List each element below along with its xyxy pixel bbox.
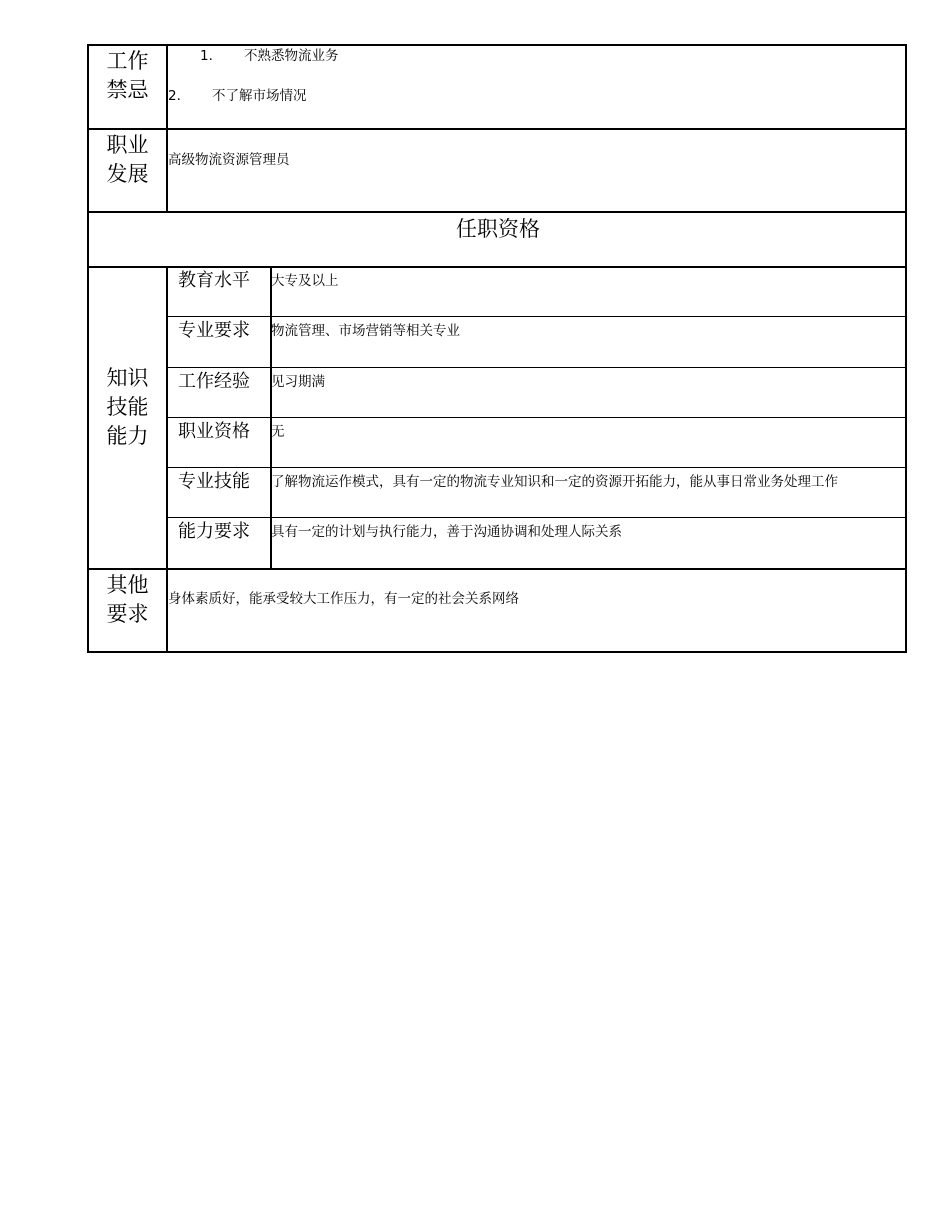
other-label-line2: 要求	[106, 602, 149, 626]
education-value: 大专及以上	[271, 273, 339, 289]
taboo-label-line1: 工作	[106, 49, 149, 73]
subrow-divider	[167, 316, 906, 317]
qualification-title: 任职资格	[456, 217, 540, 241]
row-divider-title	[87, 266, 907, 268]
row-divider-taboo	[87, 128, 907, 130]
education-label: 教育水平	[178, 270, 250, 291]
certification-label: 职业资格	[178, 421, 250, 442]
taboo-item	[200, 47, 339, 65]
taboo-item-number: 2.	[168, 88, 181, 104]
table-border-bottom	[87, 651, 907, 653]
career-label	[89, 131, 166, 189]
experience-label: 工作经验	[178, 371, 250, 392]
taboo-item-text: 不熟悉物流业务	[244, 48, 339, 64]
career-value: 高级物流资源管理员	[168, 152, 290, 168]
table-border-top	[87, 44, 907, 46]
subrow-divider	[167, 417, 906, 418]
taboo-label	[89, 47, 166, 105]
taboo-item-number: 1.	[200, 48, 213, 64]
knowledge-label	[89, 364, 166, 451]
major-label: 专业要求	[178, 320, 250, 341]
ability-label: 能力要求	[178, 521, 250, 542]
other-value: 身体素质好，能承受较大工作压力，有一定的社会关系网络	[168, 591, 519, 607]
career-label-line1: 职业	[106, 133, 149, 157]
table-border-right	[905, 44, 907, 653]
row-divider-career	[87, 211, 907, 213]
skills-value: 了解物流运作模式，具有一定的物流专业知识和一定的资源开拓能力，能从事日常业务处理工作	[271, 474, 838, 490]
certification-value: 无	[271, 424, 285, 440]
major-value: 物流管理、市场营销等相关专业	[271, 323, 460, 339]
career-label-line2: 发展	[106, 162, 149, 186]
skills-label: 专业技能	[178, 471, 250, 492]
knowledge-label-line2: 技能	[106, 395, 149, 419]
taboo-label-line2: 禁忌	[106, 78, 149, 102]
other-label	[89, 571, 166, 629]
taboo-item	[168, 87, 307, 105]
experience-value: 见习期满	[271, 374, 325, 390]
row-divider-knowledge	[87, 568, 907, 570]
ability-value: 具有一定的计划与执行能力，善于沟通协调和处理人际关系	[271, 524, 622, 540]
subrow-divider	[167, 467, 906, 468]
subrow-divider	[167, 517, 906, 518]
knowledge-label-line1: 知识	[106, 366, 149, 390]
knowledge-label-line3: 能力	[106, 424, 149, 448]
other-label-line1: 其他	[106, 573, 149, 597]
subrow-divider	[167, 367, 906, 368]
label-column-divider-top	[166, 44, 168, 212]
taboo-item-text: 不了解市场情况	[212, 88, 307, 104]
